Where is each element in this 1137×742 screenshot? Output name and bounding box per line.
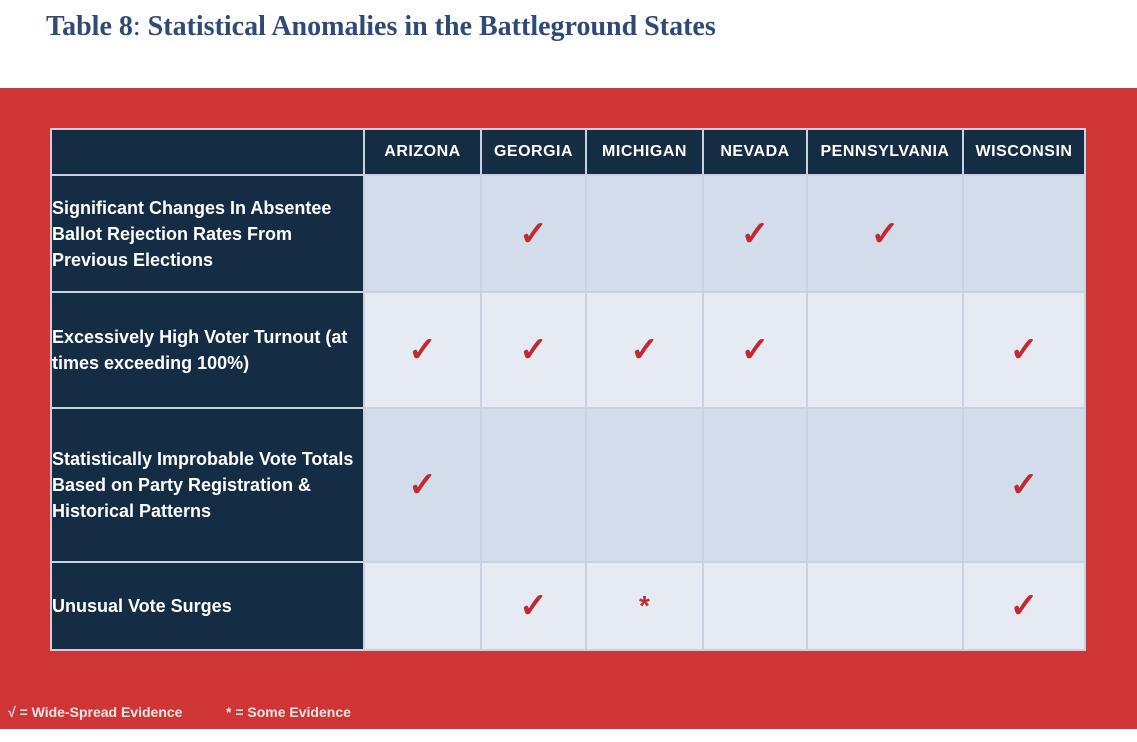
table-cell: ✓ bbox=[481, 292, 586, 408]
header-row bbox=[51, 129, 1085, 175]
table-cell: ✓ bbox=[364, 292, 481, 408]
state-header-georgia: GEORGIA bbox=[481, 129, 586, 175]
legend-wide-spread: √ = Wide-Spread Evidence bbox=[8, 704, 183, 720]
table-cell: ✓ bbox=[481, 562, 586, 650]
row-label: Statistically Improbable Vote Totals Based on Party Registration & Historical Patterns bbox=[51, 408, 364, 562]
state-header-arizona: ARIZONA bbox=[364, 129, 481, 175]
legend-some-evidence: * = Some Evidence bbox=[226, 704, 351, 720]
table-cell bbox=[364, 562, 481, 650]
table-cell: ✓ bbox=[807, 175, 963, 292]
table-number: Table 8 bbox=[46, 11, 133, 42]
table-cell bbox=[963, 175, 1085, 292]
bottom-strip bbox=[0, 729, 1137, 742]
corner-cell bbox=[51, 129, 364, 175]
table-row bbox=[51, 408, 1085, 562]
table-cell: * bbox=[586, 562, 703, 650]
table-cell: ✓ bbox=[364, 408, 481, 562]
table-cell bbox=[586, 408, 703, 562]
table-cell bbox=[364, 175, 481, 292]
table-row bbox=[51, 562, 1085, 650]
row-label: Unusual Vote Surges bbox=[51, 562, 364, 650]
state-header-pennsylvania: PENNSYLVANIA bbox=[807, 129, 963, 175]
table-cell bbox=[807, 562, 963, 650]
row-label: Excessively High Voter Turnout (at times exceeding 100%) bbox=[51, 292, 364, 408]
table-cell: ✓ bbox=[703, 175, 807, 292]
table-row bbox=[51, 292, 1085, 408]
table-cell: ✓ bbox=[963, 292, 1085, 408]
table-cell: ✓ bbox=[963, 408, 1085, 562]
table-cell bbox=[481, 408, 586, 562]
table-cell bbox=[807, 292, 963, 408]
page-title bbox=[46, 11, 716, 43]
table-cell bbox=[703, 408, 807, 562]
state-header-nevada: NEVADA bbox=[703, 129, 807, 175]
table-row bbox=[51, 175, 1085, 292]
table-cell bbox=[807, 408, 963, 562]
table-cell bbox=[586, 175, 703, 292]
table-cell: ✓ bbox=[963, 562, 1085, 650]
anomalies-table bbox=[50, 128, 1086, 651]
row-label: Significant Changes In Absentee Ballot Rejection Rates From Previous Elections bbox=[51, 175, 364, 292]
table-cell: ✓ bbox=[703, 292, 807, 408]
table-cell: ✓ bbox=[481, 175, 586, 292]
table-caption: Statistical Anomalies in the Battleground States bbox=[140, 11, 716, 42]
state-header-michigan: MICHIGAN bbox=[586, 129, 703, 175]
title-colon: : bbox=[132, 11, 141, 42]
state-header-wisconsin: WISCONSIN bbox=[963, 129, 1085, 175]
table-cell bbox=[703, 562, 807, 650]
table-cell: ✓ bbox=[586, 292, 703, 408]
